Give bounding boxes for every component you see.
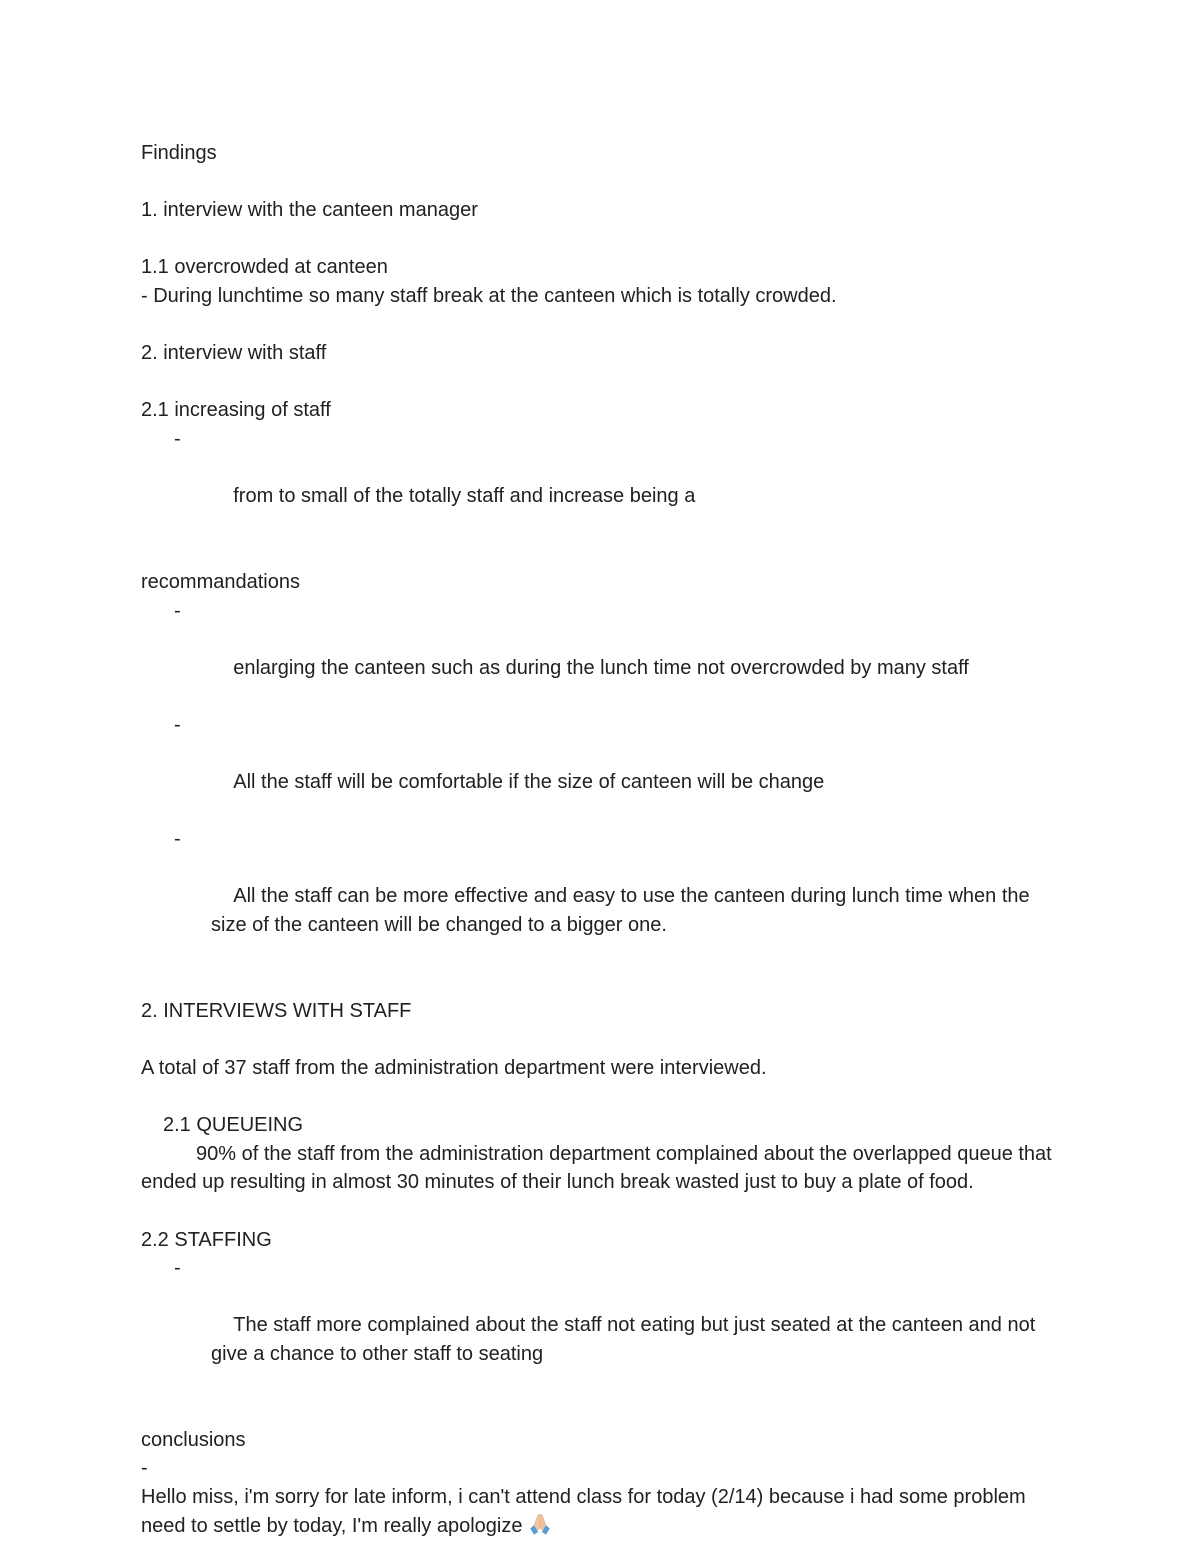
list-item-text: enlarging the canteen such as during the lunch time not overcrowded by many staff — [233, 656, 969, 679]
section2-upper-title: 2. INTERVIEWS WITH STAFF — [141, 999, 412, 1022]
spacer — [141, 539, 1061, 568]
section1-title: 1. interview with the canteen manager — [141, 199, 478, 222]
staffing-title: 2.2 STAFFING — [141, 1228, 272, 1251]
conclusions-message-text: Hello miss, i'm sorry for late inform, i can't attend class for today (2/14) because i had some problem need to settle by today, I'm really apologize — [141, 1485, 1032, 1537]
section2-upper-intro: A total of 37 staff from the administration department were interviewed. — [141, 1057, 767, 1079]
conclusions-title: conclusions — [141, 1428, 246, 1451]
spacer — [141, 225, 1061, 254]
bullet-dash: - — [174, 1257, 181, 1280]
bullet-dash: - — [174, 828, 181, 851]
list-item — [141, 711, 1061, 825]
conclusions-dash: - — [141, 1457, 148, 1480]
document-page — [141, 139, 1061, 1540]
spacer — [141, 368, 1061, 397]
list-item-text: All the staff can be more effective and easy to use the canteen during lunch time when the size of the canteen will be changed to a bigger one. — [211, 885, 1036, 937]
section2-subtitle: 2.1 increasing of staff — [141, 399, 331, 422]
bullet-dash: - — [174, 427, 181, 450]
bullet-dash: - — [174, 599, 181, 622]
list-item — [141, 825, 1061, 968]
list-item — [141, 425, 1061, 539]
list-item-text: All the staff will be comfortable if the size of canteen will be change — [233, 771, 825, 794]
section2-title: 2. interview with staff — [141, 342, 327, 365]
spacer — [141, 1397, 1061, 1426]
list-item-text: The staff more complained about the staff not eating but just seated at the canteen and not give a chance to other staff to seating — [211, 1314, 1041, 1365]
recommendations-title: recommandations — [141, 570, 300, 593]
bullet-dash: - — [174, 713, 181, 736]
spacer — [141, 168, 1061, 197]
spacer — [141, 1197, 1061, 1226]
conclusions-message — [141, 1483, 1061, 1540]
list-item-text: from to small of the totally staff and increase being a — [233, 485, 696, 508]
spacer — [141, 1083, 1061, 1112]
section1-subtext: - During lunchtime so many staff break at the canteen which is totally crowded. — [141, 284, 837, 307]
folded-hands-icon — [528, 1513, 552, 1535]
queueing-paragraph: 90% of the staff from the administration department complained about the overlapped queue that ended up resulting in almost 30 minutes of their lunch break wasted just to buy a plate of food. — [141, 1142, 1058, 1194]
spacer — [141, 968, 1061, 997]
spacer — [141, 311, 1061, 340]
queueing-title: 2.1 QUEUEING — [163, 1114, 304, 1137]
heading-findings: Findings — [141, 142, 217, 164]
section1-subtitle: 1.1 overcrowded at canteen — [141, 256, 388, 279]
list-item — [141, 1254, 1061, 1397]
spacer — [141, 1025, 1061, 1054]
list-item — [141, 597, 1061, 711]
